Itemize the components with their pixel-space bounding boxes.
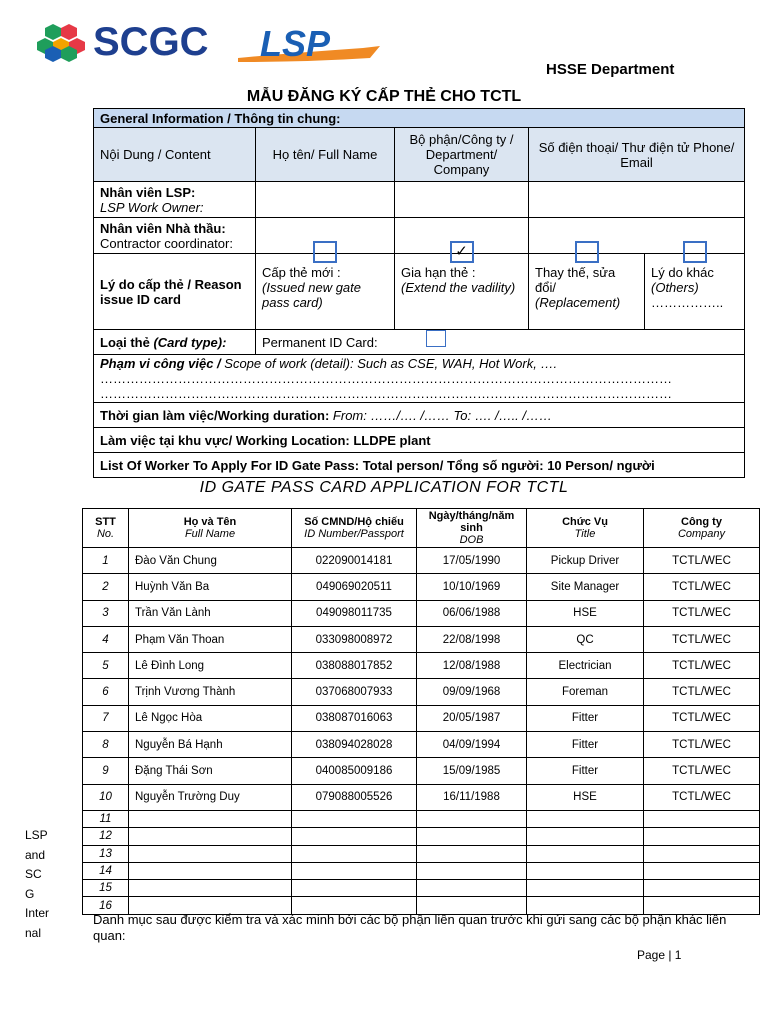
cell-title[interactable] bbox=[527, 828, 644, 845]
cell-title[interactable] bbox=[527, 810, 644, 827]
cell-name: Đặng Thái Sơn bbox=[129, 758, 292, 784]
cell-name[interactable] bbox=[129, 862, 292, 879]
permanent-card-checkbox[interactable] bbox=[426, 330, 446, 347]
general-info-table bbox=[93, 108, 745, 478]
contractor-vi: Nhân viên Nhà thầu: bbox=[100, 220, 226, 236]
cell-dob: 20/05/1987 bbox=[417, 705, 527, 731]
col-header-en: Company bbox=[677, 528, 726, 540]
cell-id: 033098008972 bbox=[292, 626, 417, 652]
scgc-logo-text: SCGC bbox=[93, 20, 209, 64]
cell-dob[interactable] bbox=[417, 810, 527, 827]
table-row-empty bbox=[83, 810, 760, 827]
cell-no: 2 bbox=[83, 574, 129, 600]
cell-company[interactable] bbox=[644, 828, 760, 845]
card-type-cell bbox=[256, 330, 745, 355]
workers-col-header bbox=[644, 509, 760, 548]
reason-extend-checkbox[interactable] bbox=[450, 241, 474, 263]
cell-dob[interactable] bbox=[417, 845, 527, 862]
cell-name: Huỳnh Văn Ba bbox=[129, 574, 292, 600]
cell-title[interactable] bbox=[527, 862, 644, 879]
lsp-owner-vi: Nhân viên LSP: bbox=[100, 184, 196, 200]
duration-cell[interactable] bbox=[94, 403, 745, 428]
cell-no: 7 bbox=[83, 705, 129, 731]
table-row bbox=[83, 784, 760, 810]
cell-no: 11 bbox=[83, 810, 129, 827]
header-fullname: Họ tên/ Full Name bbox=[256, 128, 395, 182]
cell-company: TCTL/WEC bbox=[644, 548, 760, 574]
workers-col-header bbox=[527, 509, 644, 548]
cell-dob: 15/09/1985 bbox=[417, 758, 527, 784]
cell-id[interactable] bbox=[292, 880, 417, 897]
table-row-empty bbox=[83, 828, 760, 845]
reason-replace-checkbox[interactable] bbox=[575, 241, 599, 263]
table-row bbox=[83, 732, 760, 758]
col-header-vi: Số CMND/Hộ chiếu bbox=[304, 516, 404, 528]
col-header-vi: Ngày/tháng/năm sinh bbox=[428, 510, 515, 534]
cell-company: TCTL/WEC bbox=[644, 600, 760, 626]
application-title: ID GATE PASS CARD APPLICATION FOR TCTL bbox=[199, 479, 569, 496]
reason-other-dots: …………….. bbox=[651, 295, 724, 310]
cell-name: Phạm Văn Thoan bbox=[129, 626, 292, 652]
col-header-en: ID Number/Passport bbox=[304, 528, 404, 540]
cell-dob: 06/06/1988 bbox=[417, 600, 527, 626]
cell-company: TCTL/WEC bbox=[644, 679, 760, 705]
col-header-vi: Chức Vụ bbox=[562, 516, 608, 528]
table-row bbox=[83, 626, 760, 652]
cell-company: TCTL/WEC bbox=[644, 705, 760, 731]
reason-extend-cell bbox=[395, 243, 529, 330]
cell-title: Site Manager bbox=[527, 574, 644, 600]
lsp-owner-phone-cell[interactable] bbox=[529, 182, 745, 218]
cell-company: TCTL/WEC bbox=[644, 732, 760, 758]
duration-label: Thời gian làm việc/Working duration: bbox=[100, 407, 330, 423]
cell-id: 038087016063 bbox=[292, 705, 417, 731]
cell-name: Nguyễn Bá Hạnh bbox=[129, 732, 292, 758]
workers-header-row bbox=[83, 509, 760, 548]
cell-dob: 04/09/1994 bbox=[417, 732, 527, 758]
table-row bbox=[83, 679, 760, 705]
table-row bbox=[83, 653, 760, 679]
cell-title: HSE bbox=[527, 784, 644, 810]
workers-col-header bbox=[292, 509, 417, 548]
cell-id: 049098011735 bbox=[292, 600, 417, 626]
cell-title: Fitter bbox=[527, 732, 644, 758]
reason-replace-cell bbox=[529, 254, 645, 330]
scope-dots-2: …………………………………………………………………………………………………………………… bbox=[100, 386, 672, 401]
check-mark-icon: ✓ bbox=[455, 243, 468, 260]
cell-no: 10 bbox=[83, 784, 129, 810]
scope-text: Scope of work (detail): Such as CSE, WAH, Hot Work, …. bbox=[220, 356, 558, 371]
cell-no: 13 bbox=[83, 845, 129, 862]
col-header-vi: STT bbox=[95, 516, 116, 528]
cell-dob: 10/10/1969 bbox=[417, 574, 527, 600]
cell-id: 037068007933 bbox=[292, 679, 417, 705]
cell-title: Pickup Driver bbox=[527, 548, 644, 574]
table-row bbox=[83, 548, 760, 574]
cell-no: 16 bbox=[83, 897, 129, 914]
reason-new-cell bbox=[256, 254, 395, 330]
cell-id[interactable] bbox=[292, 845, 417, 862]
cell-dob[interactable] bbox=[417, 828, 527, 845]
cell-no: 4 bbox=[83, 626, 129, 652]
scgc-hexagon-icon bbox=[35, 22, 87, 62]
card-type-label bbox=[94, 330, 256, 355]
cell-no: 14 bbox=[83, 862, 129, 879]
col-header-vi: Họ và Tên bbox=[183, 516, 237, 528]
scope-label: Phạm vi công việc / bbox=[100, 356, 221, 371]
cell-company[interactable] bbox=[644, 810, 760, 827]
cell-dob: 09/09/1968 bbox=[417, 679, 527, 705]
table-row-empty bbox=[83, 845, 760, 862]
cell-id: 038094028028 bbox=[292, 732, 417, 758]
col-header-vi: Công ty bbox=[681, 516, 722, 528]
reason-replace-label: Thay thế, sửa đổi/ bbox=[535, 265, 616, 295]
cell-no: 6 bbox=[83, 679, 129, 705]
header-content: Nội Dung / Content bbox=[94, 128, 256, 182]
worker-list-cell: List Of Worker To Apply For ID Gate Pass: Total person/ Tổng số người: 10 Person/ người bbox=[94, 453, 745, 478]
reason-new-checkbox[interactable] bbox=[313, 241, 337, 263]
reason-replace-en: (Replacement) bbox=[535, 295, 621, 310]
cell-id: 038088017852 bbox=[292, 653, 417, 679]
reason-new-en: (Issued new gate pass card) bbox=[262, 280, 362, 310]
cell-title: Fitter bbox=[527, 705, 644, 731]
table-row bbox=[83, 574, 760, 600]
location-cell: Làm việc tại khu vực/ Working Location: LLDPE plant bbox=[94, 428, 745, 453]
cell-company: TCTL/WEC bbox=[644, 653, 760, 679]
cell-company[interactable] bbox=[644, 880, 760, 897]
cell-id: 049069020511 bbox=[292, 574, 417, 600]
cell-company[interactable] bbox=[644, 862, 760, 879]
cell-dob[interactable] bbox=[417, 862, 527, 879]
department-label: HSSE Department bbox=[546, 61, 675, 78]
col-header-en: No. bbox=[96, 528, 115, 540]
reason-other-en: (Others) bbox=[651, 280, 699, 295]
workers-col-header bbox=[417, 509, 527, 548]
header-phone: Số điện thoại/ Thư điện tử Phone/ Email bbox=[529, 128, 745, 182]
reason-label: Lý do cấp thẻ / Reason issue ID card bbox=[94, 254, 256, 330]
reason-extend-en: (Extend the vadility) bbox=[401, 280, 516, 295]
workers-col-header bbox=[129, 509, 292, 548]
contractor-en: Contractor coordinator: bbox=[100, 235, 233, 251]
workers-col-header bbox=[83, 509, 129, 548]
col-header-en: Title bbox=[574, 528, 596, 540]
cell-title[interactable] bbox=[527, 880, 644, 897]
lsp-owner-en: LSP Work Owner: bbox=[100, 199, 204, 215]
reason-new-label: Cấp thẻ mới : bbox=[262, 265, 341, 280]
cell-name: Đào Văn Chung bbox=[129, 548, 292, 574]
cell-name: Trần Văn Lành bbox=[129, 600, 292, 626]
duration-text: From: ……/…. /…… To: …. /….. /…… bbox=[329, 407, 553, 423]
cell-no: 1 bbox=[83, 548, 129, 574]
lsp-logo bbox=[238, 24, 383, 68]
lsp-logo-text: LSP bbox=[260, 23, 331, 64]
table-row bbox=[83, 758, 760, 784]
scgc-logo bbox=[35, 22, 209, 62]
lsp-owner-department-cell[interactable] bbox=[395, 182, 529, 218]
scope-cell[interactable] bbox=[94, 355, 745, 403]
cell-name: Lê Đình Long bbox=[129, 653, 292, 679]
cell-id: 040085009186 bbox=[292, 758, 417, 784]
table-row bbox=[83, 600, 760, 626]
col-header-en: DOB bbox=[459, 534, 484, 546]
cell-dob: 16/11/1988 bbox=[417, 784, 527, 810]
cell-company: TCTL/WEC bbox=[644, 758, 760, 784]
cell-dob: 17/05/1990 bbox=[417, 548, 527, 574]
cell-title: Fitter bbox=[527, 758, 644, 784]
cell-title: HSE bbox=[527, 600, 644, 626]
workers-body bbox=[83, 548, 760, 915]
card-type-en: (Card type): bbox=[153, 334, 227, 350]
reason-other-checkbox[interactable] bbox=[683, 241, 707, 263]
cell-id[interactable] bbox=[292, 862, 417, 879]
form-title: MẪU ĐĂNG KÝ CẤP THẺ CHO TCTL bbox=[246, 88, 522, 105]
cell-dob: 12/08/1988 bbox=[417, 653, 527, 679]
cell-id: 022090014181 bbox=[292, 548, 417, 574]
cell-name: Lê Ngọc Hòa bbox=[129, 705, 292, 731]
workers-table bbox=[82, 508, 760, 915]
lsp-owner-label bbox=[94, 182, 256, 218]
side-label: LSP and SCG Internal bbox=[25, 828, 50, 940]
cell-name[interactable] bbox=[129, 828, 292, 845]
table-row-empty bbox=[83, 880, 760, 897]
cell-company[interactable] bbox=[644, 845, 760, 862]
header-department: Bộ phận/Công ty / Department/ Company bbox=[395, 128, 529, 182]
cell-no: 8 bbox=[83, 732, 129, 758]
cell-dob: 22/08/1998 bbox=[417, 626, 527, 652]
cell-name: Nguyễn Trường Duy bbox=[129, 784, 292, 810]
card-type-vi: Loại thẻ bbox=[100, 334, 150, 350]
cell-name[interactable] bbox=[129, 880, 292, 897]
contractor-label bbox=[94, 218, 256, 254]
cell-title: Foreman bbox=[527, 679, 644, 705]
cell-name[interactable] bbox=[129, 810, 292, 827]
cell-title: Electrician bbox=[527, 653, 644, 679]
cell-no: 15 bbox=[83, 880, 129, 897]
cell-no: 9 bbox=[83, 758, 129, 784]
table-row bbox=[83, 705, 760, 731]
table-row-empty bbox=[83, 862, 760, 879]
cell-company: TCTL/WEC bbox=[644, 784, 760, 810]
reason-other-label: Lý do khác bbox=[651, 265, 714, 280]
cell-title[interactable] bbox=[527, 845, 644, 862]
general-info-heading: General Information / Thông tin chung: bbox=[94, 109, 745, 128]
cell-no: 12 bbox=[83, 828, 129, 845]
col-header-en: Full Name bbox=[184, 528, 236, 540]
reason-other-cell bbox=[645, 254, 745, 330]
cell-id[interactable] bbox=[292, 810, 417, 827]
cell-id: 079088005526 bbox=[292, 784, 417, 810]
cell-name: Trịnh Vương Thành bbox=[129, 679, 292, 705]
permanent-card-label: Permanent ID Card: bbox=[262, 334, 378, 350]
cell-no: 5 bbox=[83, 653, 129, 679]
cell-company: TCTL/WEC bbox=[644, 626, 760, 652]
scope-dots-1: …………………………………………………………………………………………………………………… bbox=[100, 371, 672, 386]
cell-company: TCTL/WEC bbox=[644, 574, 760, 600]
cell-dob[interactable] bbox=[417, 880, 527, 897]
cell-title: QC bbox=[527, 626, 644, 652]
page-number: Page | 1 bbox=[637, 948, 682, 962]
cell-id[interactable] bbox=[292, 828, 417, 845]
lsp-owner-name-cell[interactable] bbox=[256, 182, 395, 218]
footer-note: Danh mục sau được kiểm tra và xác minh bởi các bộ phận liên quan trước khi gửi sang các bộ phận khác liên quan: bbox=[93, 912, 727, 943]
cell-name[interactable] bbox=[129, 845, 292, 862]
reason-extend-label: Gia hạn thẻ : bbox=[401, 265, 476, 280]
cell-no: 3 bbox=[83, 600, 129, 626]
